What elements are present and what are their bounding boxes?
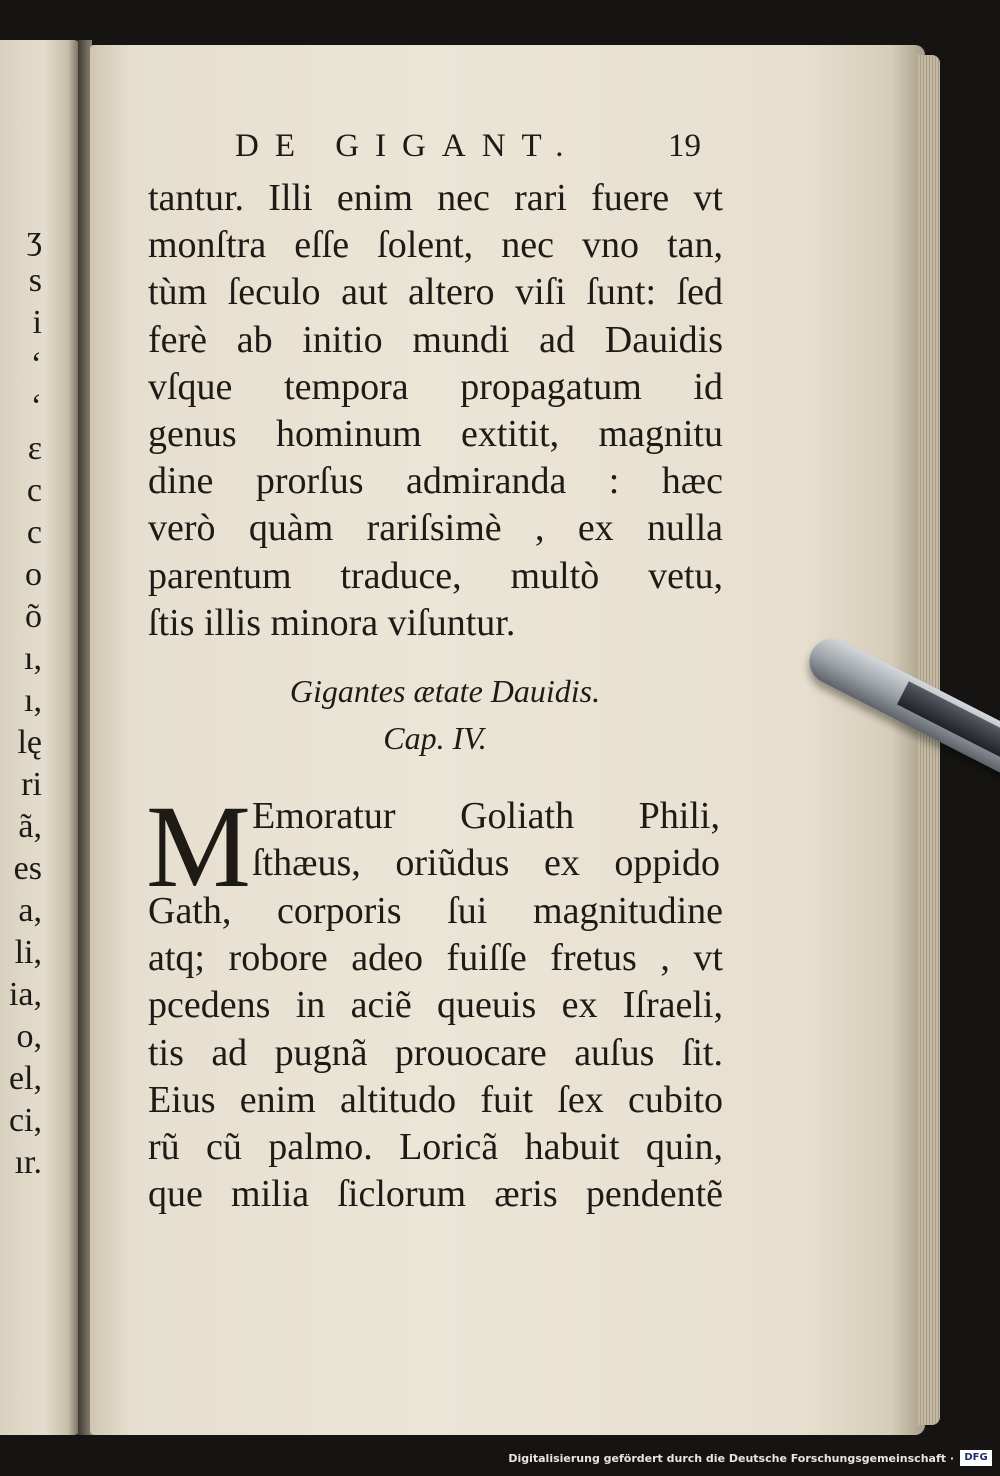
left-page-fragment: li,	[14, 934, 42, 971]
drop-cap-initial: M	[146, 781, 251, 912]
left-page-fragment: ı,	[24, 682, 42, 719]
text-line: parentum traduce, multò vetu,	[148, 554, 723, 597]
left-page-fragment: es	[13, 850, 42, 887]
left-page-fragment: i	[32, 304, 42, 341]
left-page-text-fragments	[2, 218, 72, 1184]
chapter-number: Cap. IV.	[383, 720, 487, 756]
text-line: pcedens in aciẽ queuis ex Iſraeli,	[148, 984, 723, 1027]
text-line: ſthæus, oriũdus ex oppido	[252, 842, 720, 885]
running-head: DE GIGANT.	[235, 128, 580, 164]
left-page-fragment: ri	[21, 766, 42, 803]
text-line: ferè ab initio mundi ad Dauidis	[148, 318, 723, 361]
left-page-fragment: a,	[18, 892, 42, 929]
dfg-logo: DFG	[960, 1450, 992, 1466]
left-page-fragment: õ	[25, 598, 42, 635]
page-number: 19	[668, 128, 701, 164]
left-page-fragment: ɛ	[27, 430, 42, 467]
left-page	[0, 40, 80, 1435]
text-line: dine prorſus admiranda : hæc	[148, 460, 723, 503]
left-page-fragment: ır.	[14, 1144, 42, 1181]
text-line: rũ cũ palmo. Loricã habuit quin,	[148, 1125, 723, 1168]
left-page-fragment: ʻ	[30, 388, 42, 425]
text-line: tis ad pugnã prouocare auſus ſit.	[148, 1031, 723, 1074]
left-page-fragment: ci,	[8, 1102, 42, 1139]
left-page-fragment: ʒ	[26, 220, 42, 257]
chapter-heading: Gigantes ætate Dauidis.	[289, 673, 601, 709]
text-line: atq; robore adeo fuiſſe fretus , vt	[148, 937, 723, 980]
text-line: Eius enim altitudo fuit ſex cubito	[148, 1078, 723, 1121]
text-line: que milia ſiclorum æris pendentẽ	[148, 1173, 723, 1216]
left-page-fragment: el,	[8, 1060, 42, 1097]
left-page-fragment: ã,	[18, 808, 42, 845]
left-page-fragment: ı,	[24, 640, 42, 677]
digitization-credit: Digitalisierung gefördert durch die Deutsche Forschungsgemeinschaft ·	[508, 1452, 954, 1465]
text-line: Gath, corporis ſui magnitudine	[148, 890, 723, 932]
left-page-fragment: ia,	[8, 976, 42, 1013]
paragraph-2-opening	[252, 793, 720, 887]
text-line: ſtis illis minora viſuntur.	[148, 601, 516, 644]
left-page-fragment: lę	[17, 724, 42, 761]
left-page-fragment: s	[28, 262, 42, 299]
text-line: tùm ſeculo aut altero viſi ſunt: ſed	[148, 271, 723, 314]
left-page-fragment: ʻ	[30, 346, 42, 383]
text-line: vſque tempora propagatum id	[148, 365, 723, 408]
text-line: monſtra eſſe ſolent, nec vno tan,	[148, 224, 723, 267]
paragraph-1	[148, 175, 723, 647]
text-line: genus hominum extitit, magnitu	[148, 412, 723, 455]
text-line: verò quàm rariſsimè , ex nulla	[148, 507, 723, 550]
paragraph-2	[148, 888, 723, 1218]
text-line: tantur. Illi enim nec rari fuere vt	[148, 177, 723, 219]
left-page-fragment: o	[25, 556, 42, 593]
left-page-fragment: c	[26, 472, 42, 509]
text-line: Emoratur Goliath Phili,	[252, 795, 720, 837]
left-page-fragment: o,	[16, 1018, 42, 1055]
left-page-fragment: c	[26, 514, 42, 551]
